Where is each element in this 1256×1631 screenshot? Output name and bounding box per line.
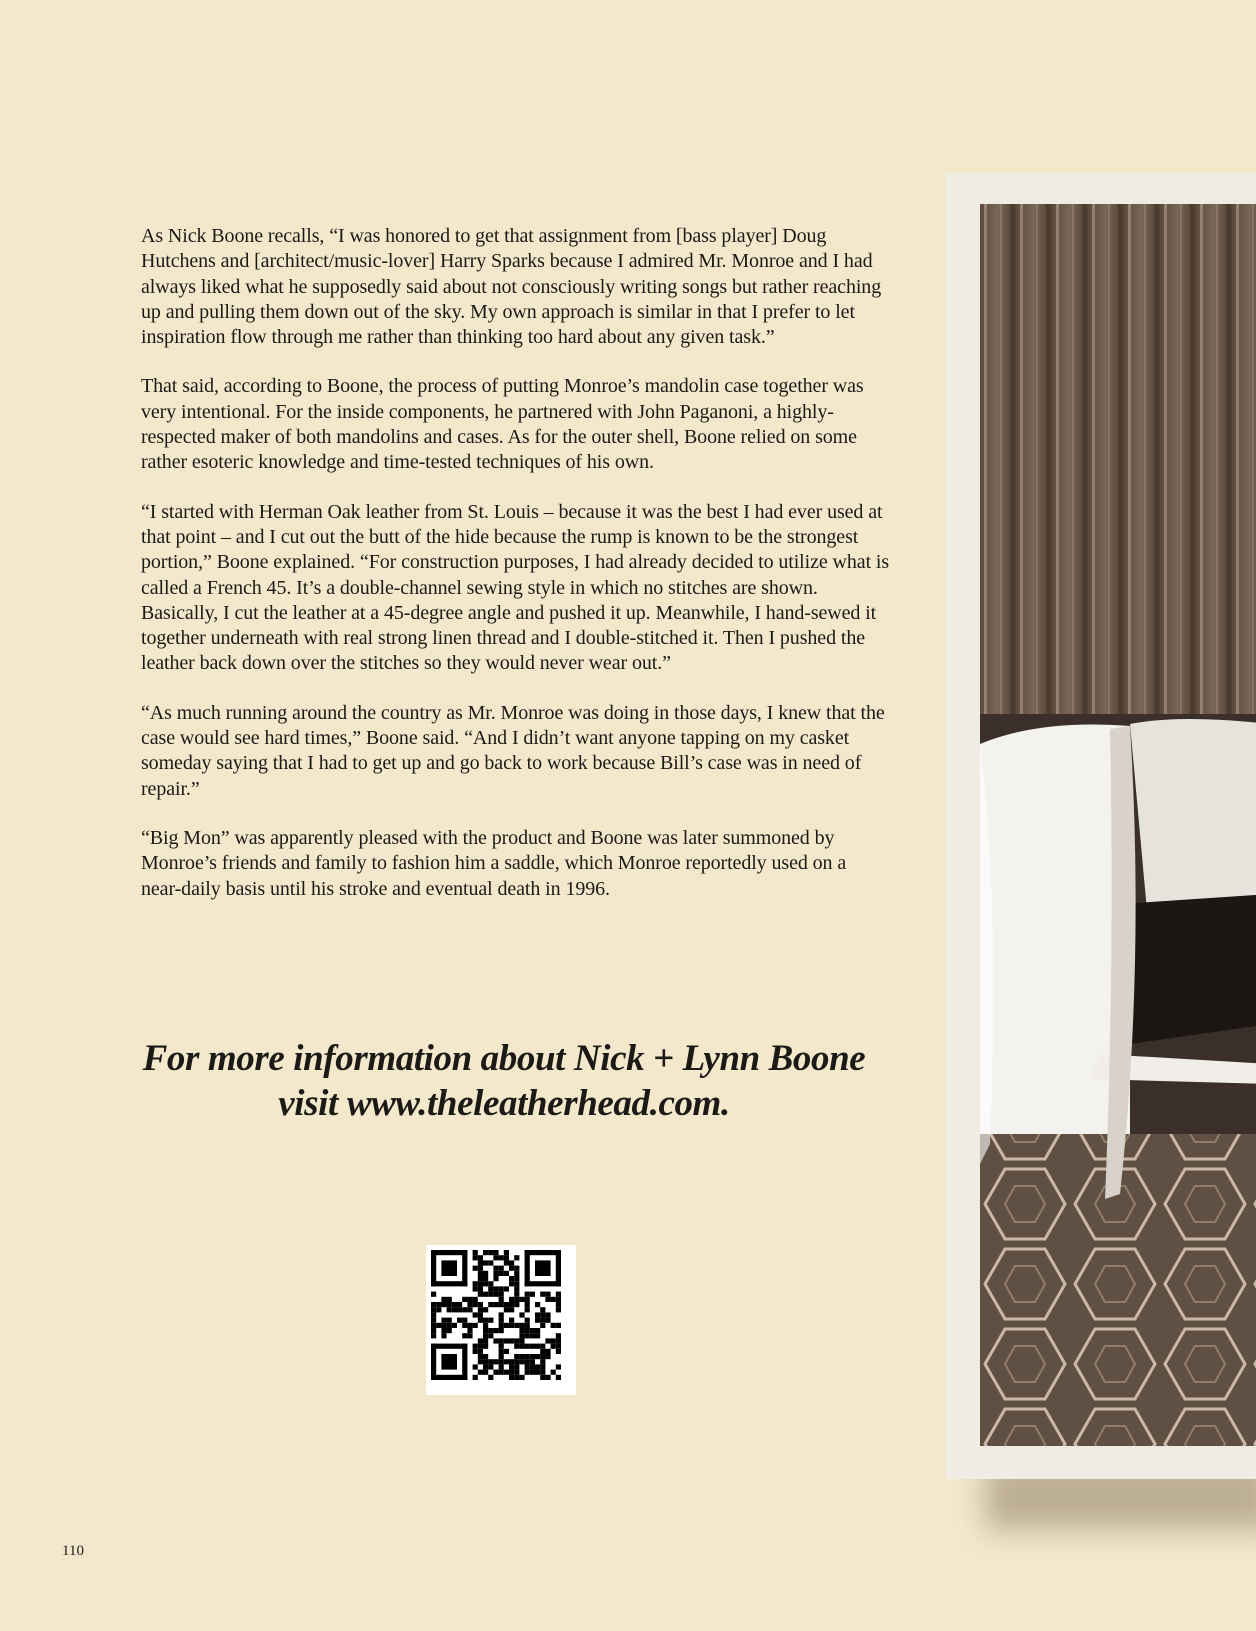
article-paragraph-3: “I started with Herman Oak leather from St. Louis – because it was the best I had ever used at that point – and I cut out the butt of the hide because the rump is known to be the strongest portion,” Boone explained. “For construction purposes, I had already decided to utilize what is called a French 45. It’s a double-channel sewing style in which no stitches are shown. Basically, I cut the leather at a 45-degree angle and pushed it up. Meanwhile, I hand-sewed it together underneath with real strong linen thread and I double-stitched it. Then I pushed the leather back down over the stitches so they would never wear out.” (141, 500, 890, 675)
article-paragraph-4: “As much running around the country as Mr. Monroe was doing in those days, I knew that the case would see hard times,” Boone said. “And I didn’t want anyone tapping on my casket someday saying that I had to get up and go back to work because Bill’s case was in need of repair.” (141, 701, 885, 800)
article-paragraph-5: “Big Mon” was apparently pleased with the product and Boone was later summoned by Monroe’s friends and family to fashion him a saddle, which Monroe reportedly used on a near-daily basis until his stroke and eventual death in 1996. (141, 826, 847, 900)
article-body (141, 224, 891, 926)
qr-code[interactable] (426, 1245, 576, 1395)
page-number: 110 (62, 1543, 84, 1559)
qr-code-graphic (426, 1245, 576, 1395)
article-paragraph-1: As Nick Boone recalls, “I was honored to get that assignment from [bass player] Doug Hutchens and [architect/music-lover] Harry Sparks because I admired Mr. Monroe and I had always liked what he supposedly said about not consciously writing songs but rather reaching up and pulling them down out of the sky. My own approach is similar in that I prefer to let inspiration flow through me rather than thinking too hard about any given task.” (141, 225, 882, 349)
more-info-callout (120, 1036, 888, 1126)
callout-line-1: For more information about Nick + Lynn Boone (142, 1038, 866, 1079)
archival-photo (980, 204, 1256, 1446)
archival-photo-image (980, 204, 1256, 1446)
article-paragraph-2: That said, according to Boone, the process of putting Monroe’s mandolin case together was very intentional. For the inside components, he partnered with John Paganoni, a highly-respected maker of both mandolins and cases. As for the outer shell, Boone relied on some rather esoteric knowledge and time-tested techniques of his own. (141, 375, 864, 474)
callout-website-link[interactable]: visit www.theleatherhead.com. (278, 1083, 730, 1124)
